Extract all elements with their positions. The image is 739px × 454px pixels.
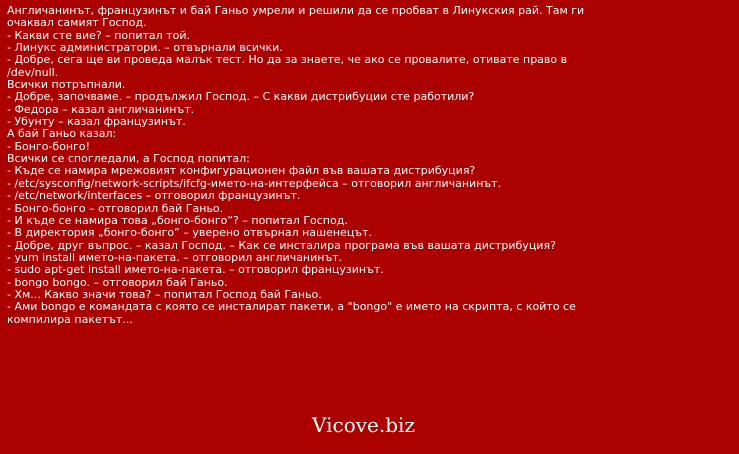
text-line: - Добре, сега ще ви проведа малък тест. Но да за знаете, че ако се провалите, отивате право в /dev/null. — [7, 53, 568, 79]
text-line: - yum install името-на-пакета. – отговорил англичанинът. — [7, 250, 343, 264]
text-line: - /etc/sysconfig/network-scripts/ifcfg-името-на-интерфейса – отговорил англичанинът. — [7, 176, 502, 190]
text-line: - Ами bongo е командата с която се инсталират пакети, а "bongo" е името на скрипта, с който се компилира пакетът... — [7, 300, 576, 326]
text-line: Всички се спогледали, а Господ попитал: — [7, 152, 250, 166]
text-line: - Къде се намира мрежовият конфигурационен файл във вашата дистрибуция? — [7, 164, 476, 178]
text-line: - Бонго-бонго! — [7, 139, 91, 153]
text-line: - И къде се намира това „бонго-бонго”? – попитал Господ. — [7, 213, 348, 227]
text-line: - В директория „бонго-бонго” – уверено отвърнал нашенецът. — [7, 226, 372, 240]
joke-text — [7, 5, 597, 326]
text-line: - Федора – казал англичанинът. — [7, 102, 195, 116]
text-line: - Бонго-бонго – отговорил бай Ганьо. — [7, 201, 224, 215]
text-line: А бай Ганьо казал: — [7, 127, 117, 141]
text-line: - Добре, започваме. – продължил Господ. – С какви дистрибуции сте работили? — [7, 90, 475, 104]
text-line: Всички потръпнали. — [7, 78, 126, 92]
site-watermark: Vicove.biz — [312, 413, 415, 437]
text-line: - Какви сте вие? – попитал той. — [7, 28, 190, 42]
text-line: - Линукс администратори. – отвърнали всички. — [7, 41, 283, 55]
text-line: - Хм... Какво значи това? – попитал Господ бай Ганьо. — [7, 287, 322, 301]
text-line: - Добре, друг въпрос. – казал Господ. – Как се инсталира програма във вашата дистрибуция? — [7, 238, 556, 252]
text-line: - /etc/network/interfaces – отговорил французинът. — [7, 189, 301, 203]
text-line: Англичанинът, французинът и бай Ганьо умрели и решили да се пробват в Линукския рай. Там ги очаквал самият Господ. — [7, 4, 585, 30]
text-line: - Убунту – казал французинът. — [7, 115, 186, 129]
text-line: - sudo apt-get install името-на-пакета. – отговорил французинът. — [7, 263, 384, 277]
text-line: - bongo bongo. – отговорил бай Ганьо. — [7, 275, 228, 289]
